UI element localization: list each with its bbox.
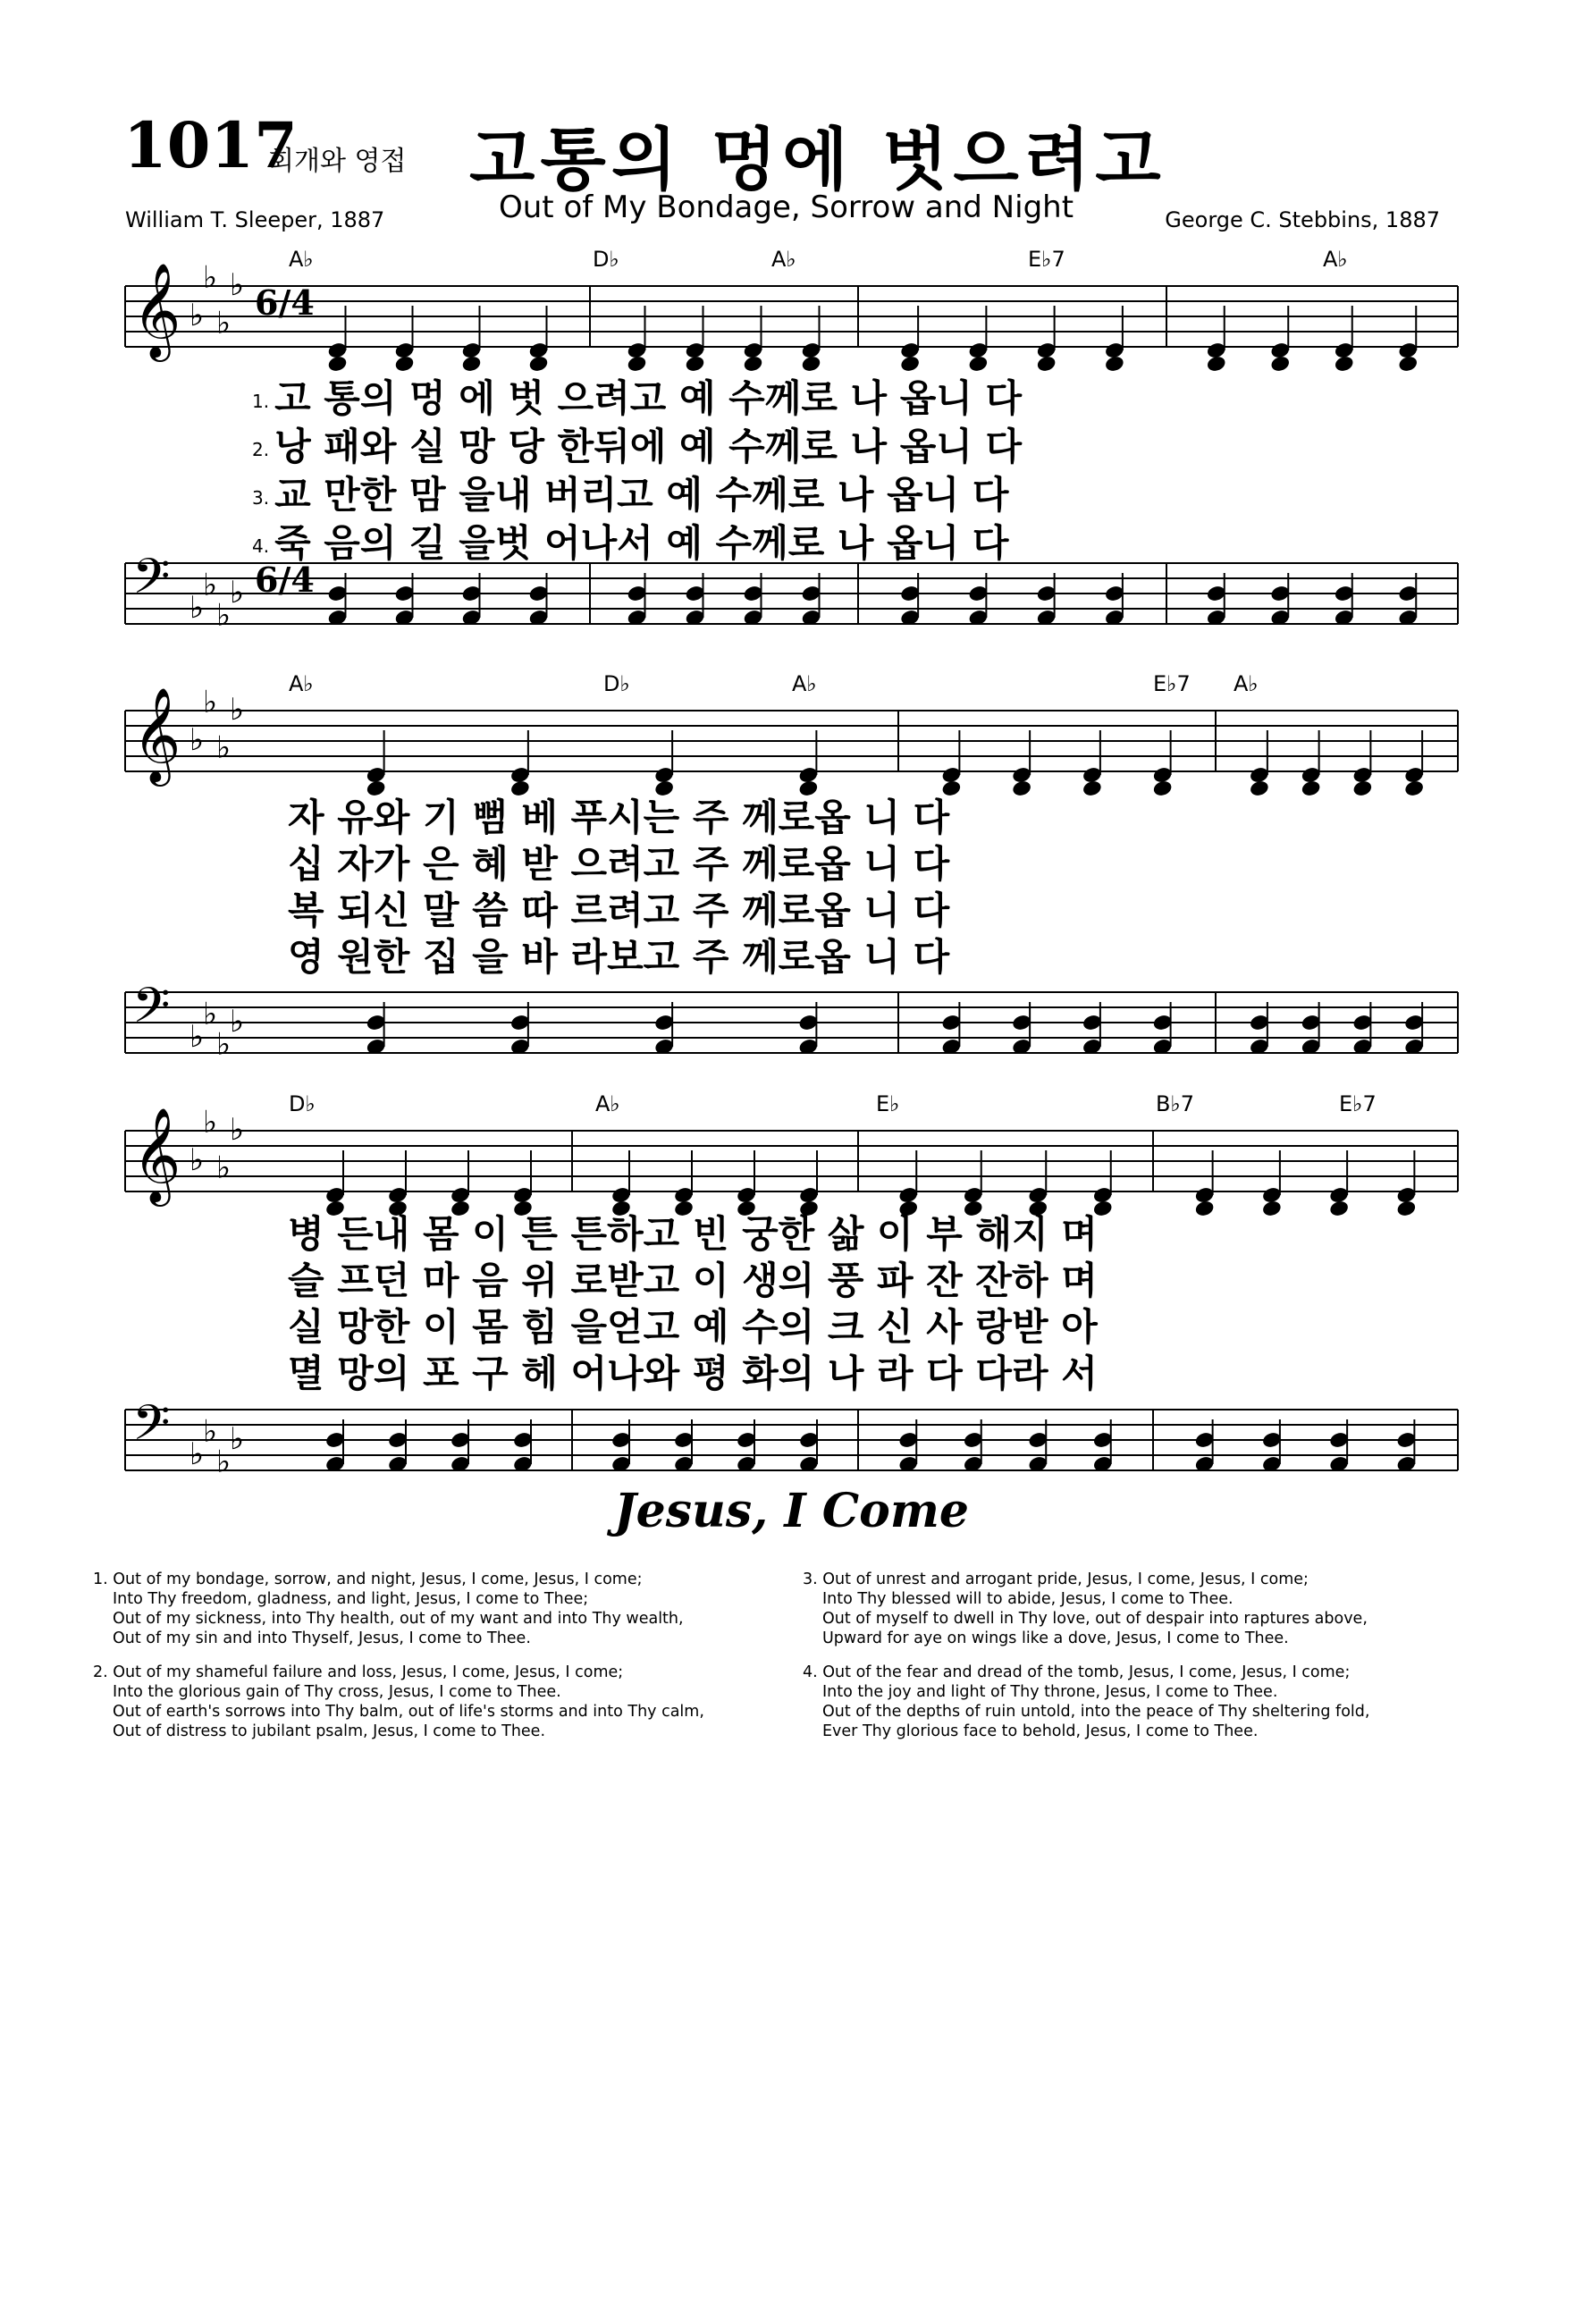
flat-icon: ♭ (203, 1104, 218, 1141)
verse-number: 2. (93, 1663, 108, 1681)
verse-number: 4. (803, 1663, 818, 1681)
chord-symbol: E♭7 (1153, 671, 1191, 696)
flat-icon: ♭ (203, 567, 218, 603)
hymn-category: 회개와 영접 (268, 146, 407, 177)
time-signature-bass: 6/4 (255, 560, 315, 600)
hymn-number: 1017 (123, 108, 298, 182)
flat-icon: ♭ (216, 305, 232, 341)
lyric-line: 실 망한 이 몸 힘 을얻고 예 수의 크 신 사 랑받 아 (288, 1305, 1098, 1349)
verse-number: 2. (252, 438, 270, 460)
chord-symbol: D♭ (593, 247, 619, 272)
verse-line: Out of the fear and dread of the tomb, Jesus, I come, Jesus, I come; (822, 1663, 1351, 1681)
verse-line: Out of earth's sorrows into Thy balm, out of life's storms and into Thy calm, (113, 1703, 704, 1721)
treble-clef-icon: 𝄞 (132, 686, 181, 782)
flat-icon: ♭ (230, 692, 245, 728)
composer-credit: George C. Stebbins, 1887 (1165, 207, 1440, 232)
verse-number: 1. (252, 390, 270, 412)
time-signature: 6/4 (255, 282, 315, 323)
treble-clef-icon: 𝄞 (132, 1107, 181, 1202)
lyric-line: 영 원한 집 을 바 라보고 주 께로옵 니 다 (288, 935, 950, 979)
flat-icon: ♭ (189, 590, 205, 626)
verse-number: 1. (93, 1570, 108, 1588)
treble-clef-icon: 𝄞 (132, 262, 181, 358)
verse-number: 3. (803, 1570, 818, 1588)
lyric-line: 병 든내 몸 이 튼 튼하고 빈 궁한 삶 이 부 해지 며 (288, 1212, 1098, 1256)
verse-line: Out of my sickness, into Thy health, out of my want and into Thy wealth, (113, 1610, 684, 1628)
verse-line: Into the joy and light of Thy throne, Jesus, I come to Thee. (822, 1683, 1278, 1701)
verse-line: Into Thy blessed will to abide, Jesus, I come to Thee. (822, 1590, 1234, 1608)
english-verse-4 (803, 1663, 1482, 1741)
verse-number: 3. (252, 486, 270, 509)
chord-symbol: E♭7 (1339, 1091, 1377, 1116)
lyric-text: 낭 패와 실 망 당 한뒤에 예 수께로 나 옵니 다 (274, 425, 1023, 468)
lyric-line (252, 417, 1022, 471)
bass-staff (125, 977, 1458, 1063)
lyric-line (252, 466, 1008, 519)
verse-line: Out of myself to dwell in Thy love, out of despair into raptures above, (822, 1610, 1368, 1628)
flat-icon: ♭ (203, 996, 218, 1032)
chord-symbol: A♭ (289, 247, 314, 272)
verse-line: Ever Thy glorious face to behold, Jesus, I come to Thee. (822, 1722, 1259, 1740)
verse-line: Out of my sin and into Thyself, Jesus, I come to Thee. (113, 1629, 531, 1647)
chord-symbol: A♭ (792, 671, 817, 696)
flat-icon: ♭ (216, 597, 232, 634)
english-verse-2 (93, 1663, 772, 1741)
lyric-line (252, 514, 1008, 568)
chord-symbol: A♭ (771, 247, 796, 272)
flat-icon: ♭ (216, 1026, 232, 1063)
verse-line: Out of my shameful failure and loss, Jesus, I come, Jesus, I come; (113, 1663, 624, 1681)
verse-line: Into the glorious gain of Thy cross, Jesus, I come to Thee. (113, 1683, 561, 1701)
lyricist-credit: William T. Sleeper, 1887 (125, 207, 385, 232)
verse-line: Upward for aye on wings like a dove, Jesus, I come to Thee. (822, 1629, 1289, 1647)
bass-clef-icon: 𝄢 (132, 1394, 171, 1463)
treble-staff (125, 685, 1458, 798)
title-english: Out of My Bondage, Sorrow and Night (499, 189, 1074, 225)
lyric-line: 복 되신 말 씀 따 르려고 주 께로옵 니 다 (288, 888, 950, 932)
flat-icon: ♭ (216, 1149, 232, 1186)
lyric-line (252, 369, 1022, 423)
english-title: Jesus, I Come (614, 1484, 969, 1538)
bass-staff (125, 1394, 1458, 1480)
flat-icon: ♭ (230, 1004, 245, 1040)
lyric-line: 십 자가 은 혜 받 으려고 주 께로옵 니 다 (288, 842, 950, 886)
chord-symbol: D♭ (289, 1091, 316, 1116)
lyric-line: 멸 망의 포 구 헤 어나와 평 화의 나 라 다 다라 서 (288, 1351, 1098, 1395)
flat-icon: ♭ (230, 1112, 245, 1148)
english-verse-1 (93, 1570, 772, 1648)
lyric-text: 교 만한 맘 을내 버리고 예 수께로 나 옵니 다 (274, 473, 1009, 517)
lyric-text: 고 통의 멍 에 벗 으려고 예 수께로 나 옵니 다 (274, 376, 1023, 420)
lyric-text: 죽 음의 길 을벗 어나서 예 수께로 나 옵니 다 (274, 521, 1009, 565)
chord-symbol: E♭ (876, 1091, 900, 1116)
flat-icon: ♭ (230, 575, 245, 610)
chord-symbol: A♭ (595, 1091, 620, 1116)
flat-icon: ♭ (189, 722, 205, 758)
chord-symbol: E♭7 (1028, 247, 1065, 272)
flat-icon: ♭ (189, 298, 205, 333)
flat-icon: ♭ (203, 684, 218, 720)
chord-symbol: A♭ (289, 671, 314, 696)
treble-staff (125, 260, 1458, 374)
verse-line: Into Thy freedom, gladness, and light, Jesus, I come to Thee; (113, 1590, 589, 1608)
verse-line: Out of distress to jubilant psalm, Jesus, I come to Thee. (113, 1722, 546, 1740)
flat-icon: ♭ (216, 1444, 232, 1480)
lyric-line: 슬 프던 마 음 위 로받고 이 생의 풍 파 잔 잔하 며 (288, 1259, 1098, 1302)
english-verse-3 (803, 1570, 1482, 1648)
flat-icon: ♭ (189, 1436, 205, 1472)
verse-line: Out of the depths of ruin untold, into the peace of Thy sheltering fold, (822, 1703, 1370, 1721)
lyric-line: 자 유와 기 뻠 베 푸시는 주 께로옵 니 다 (288, 796, 950, 839)
title-korean: 고통의 멍에 벗으려고 (469, 120, 1166, 199)
flat-icon: ♭ (189, 1142, 205, 1178)
verse-line: Out of my bondage, sorrow, and night, Jesus, I come, Jesus, I come; (113, 1570, 643, 1588)
verse-line: Out of unrest and arrogant pride, Jesus, I come, Jesus, I come; (822, 1570, 1309, 1588)
flat-icon: ♭ (230, 1421, 245, 1457)
bass-clef-icon: 𝄢 (132, 548, 171, 617)
chord-symbol: B♭7 (1156, 1091, 1195, 1116)
chord-symbol: D♭ (603, 671, 630, 696)
flat-icon: ♭ (203, 1413, 218, 1450)
flat-icon: ♭ (203, 259, 218, 296)
chord-symbol: A♭ (1323, 247, 1348, 272)
chord-symbol: A♭ (1234, 671, 1259, 696)
flat-icon: ♭ (230, 267, 245, 303)
flat-icon: ♭ (216, 729, 232, 766)
bass-clef-icon: 𝄢 (132, 977, 171, 1046)
treble-staff (125, 1105, 1458, 1218)
flat-icon: ♭ (189, 1019, 205, 1055)
verse-number: 4. (252, 535, 270, 557)
